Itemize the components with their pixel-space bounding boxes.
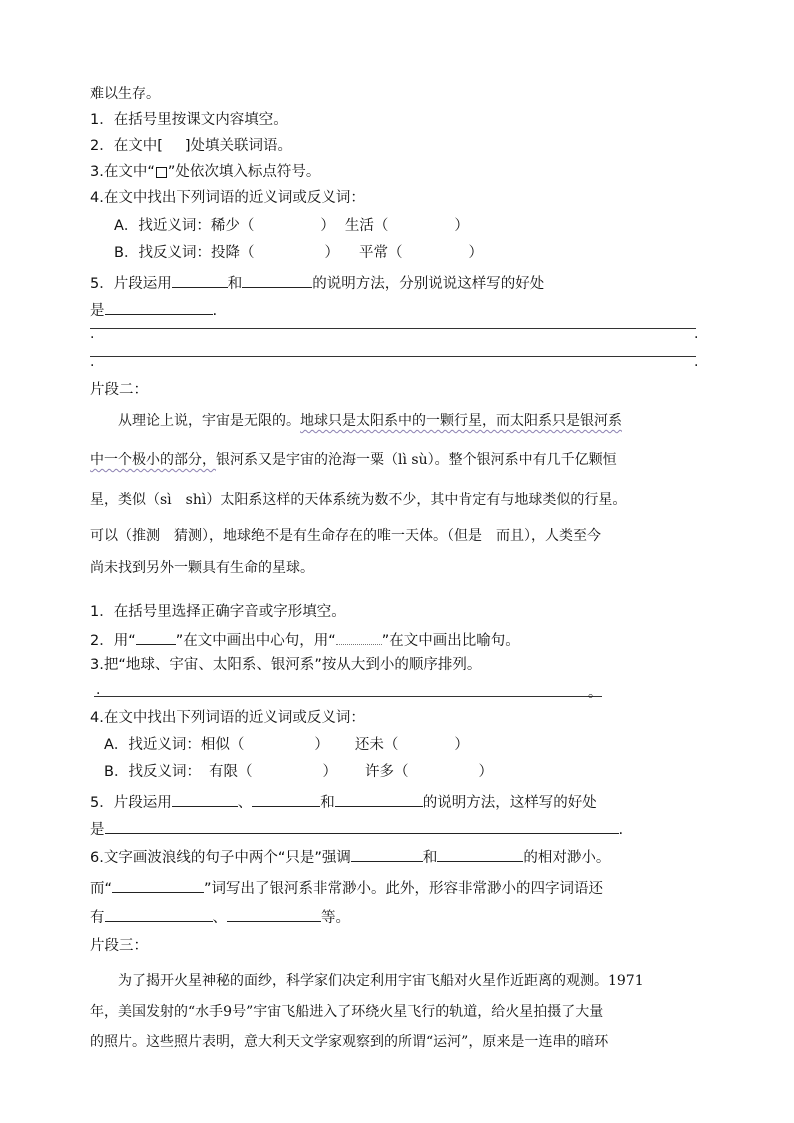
s2-q4a-w2-close: ） xyxy=(454,737,469,753)
s2-q5-a: 5．片段运用 xyxy=(90,795,172,811)
s1-q4b-w2-close: ） xyxy=(468,245,483,261)
top-line: 难以生存。 xyxy=(90,86,160,102)
s1-q5-c: 的说明方法，分别说说这样写的好处 xyxy=(312,276,545,292)
s1-q4a-w2: 生活（ xyxy=(344,218,389,234)
s2-q6-c: 的相对渺小。 xyxy=(523,850,611,866)
s2-q6-cont xyxy=(90,877,603,899)
s3-para-line-1: 为了揭开火星神秘的面纱，科学家们决定利用宇宙飞船对火星作近距离的观测。1971 xyxy=(118,973,644,989)
s2-para-line-2 xyxy=(90,449,702,469)
s1-q4a-w2-close: ） xyxy=(454,218,469,234)
line-dot-left: . xyxy=(90,326,95,342)
blank-line[interactable] xyxy=(227,906,321,922)
s2-q4a-label: A．找近义词： xyxy=(104,737,201,753)
s2-q4b-w1-close: ） xyxy=(322,764,337,780)
s2-q5 xyxy=(90,791,597,813)
s2-q4: 4.在文中找出下列词语的近义词或反义词： xyxy=(90,710,365,726)
s2-q2 xyxy=(90,629,520,651)
s1-q1: 1．在括号里按课文内容填空。 xyxy=(90,112,288,128)
s1-q5-b: 和 xyxy=(227,276,243,292)
wavy-blank[interactable] xyxy=(336,629,382,645)
s1-q4a-w1: 稀少（ xyxy=(210,218,255,234)
s2-q5-cont xyxy=(90,818,623,840)
s1-q5-a: 5．片段运用 xyxy=(90,276,172,292)
s2-q5-c: 和 xyxy=(320,795,335,811)
s2-q4a-w2: 还未（ xyxy=(354,737,399,753)
s2-q4a xyxy=(104,735,469,755)
s3-para-line-2: 年，美国发射的“水手9号”宇宙飞船进入了环绕火星飞行的轨道，给火星拍摄了大量 xyxy=(90,1004,604,1020)
blank-line[interactable] xyxy=(172,791,238,807)
line-dot-left: . xyxy=(96,682,101,698)
answer-line[interactable] xyxy=(90,356,696,357)
s2-q4b-w1: 有限（ xyxy=(208,764,253,780)
blank-line[interactable] xyxy=(105,906,213,922)
s2-q6-e: ”词写出了银河系非常渺小。此外，形容非常渺小的四字词语还 xyxy=(204,881,604,897)
s1-q5 xyxy=(90,272,544,294)
s1-q3-a: 3.在文中“ xyxy=(90,164,155,180)
s1-q4b-label: B．找反义词： xyxy=(114,245,211,261)
s1-q2 xyxy=(90,136,292,156)
blank-line[interactable] xyxy=(351,846,423,862)
s2-q4b-w2: 许多（ xyxy=(364,764,409,780)
s1-q3 xyxy=(90,162,320,182)
s2-p2-text: 银河系又是宇宙的沧海一粟（lì sù）。整个银河系中有几千亿颗恒 xyxy=(216,452,617,468)
s2-q1: 1．在括号里选择正确字音或字形填空。 xyxy=(90,604,346,620)
s1-q4b-w1-close: ） xyxy=(324,245,339,261)
s2-q6-b: 和 xyxy=(422,850,438,866)
s2-para-line-5: 尚未找到另外一颗具有生命的星球。 xyxy=(90,560,314,576)
s2-p1-wavy: 地球只是太阳系中的一颗行星，而太阳系只是银河系 xyxy=(300,413,622,429)
s1-q4b xyxy=(114,243,483,263)
blank-line[interactable] xyxy=(252,791,320,807)
blank-line[interactable] xyxy=(112,877,204,893)
answer-line[interactable] xyxy=(90,328,696,329)
s1-q4a-w1-close: ） xyxy=(320,218,335,234)
s2-heading: 片段二： xyxy=(90,382,148,398)
s2-q5-b: 、 xyxy=(237,795,253,811)
s3-heading: 片段三： xyxy=(90,938,148,954)
s2-q2-a: 2．用“ xyxy=(90,633,136,649)
line-end-mark: 。 xyxy=(588,685,602,701)
s1-q2-a: 2．在文中[ xyxy=(90,138,163,154)
s2-q6-d: 而“ xyxy=(90,881,113,897)
s2-q5-d: 的说明方法，这样写的好处 xyxy=(422,795,597,811)
s1-q4a xyxy=(114,216,469,236)
s2-q4b xyxy=(104,762,493,782)
blank-line[interactable] xyxy=(105,299,213,315)
s2-p1-text: 从理论上说，宇宙是无限的。 xyxy=(118,413,300,429)
s1-q4b-w2: 平常（ xyxy=(358,245,403,261)
s1-q4a-label: A．找近义词： xyxy=(114,218,211,234)
s1-q5-d: 是 xyxy=(90,303,105,319)
s2-para-line-3: 星，类似（sì shì）太阳系这样的天体系统为数不少，其中肯定有与地球类似的行星。 xyxy=(90,492,627,508)
s2-q4b-label: B．找反义词： xyxy=(104,764,201,780)
blank-line[interactable] xyxy=(136,629,176,645)
s1-q5-cont xyxy=(90,299,217,321)
period: . xyxy=(212,303,218,319)
s2-q6 xyxy=(90,846,610,868)
s2-para-line-1 xyxy=(118,410,730,430)
blank-line[interactable] xyxy=(172,272,228,288)
line-dot-left: . xyxy=(90,354,95,370)
period: . xyxy=(618,822,624,838)
s3-para-line-3: 的照片。这些照片表明，意大利天文学家观察到的所谓“运河”，原来是一连串的暗环 xyxy=(90,1034,609,1050)
blank-line[interactable] xyxy=(105,818,619,834)
s2-q6-h: 等。 xyxy=(321,910,350,926)
blank-line[interactable] xyxy=(437,846,523,862)
blank-line[interactable] xyxy=(242,272,312,288)
answer-line[interactable] xyxy=(94,696,602,697)
s1-q2-b: ]处填关联词语。 xyxy=(184,138,293,154)
s1-q4b-w1: 投降（ xyxy=(210,245,255,261)
s2-q2-c: ”在文中画出比喻句。 xyxy=(381,633,520,649)
line-dot-right: . xyxy=(694,326,699,342)
s2-q4b-w2-close: ） xyxy=(478,764,493,780)
s2-q2-b: ”在文中画出中心句，用“ xyxy=(175,633,336,649)
s2-q6-f: 有 xyxy=(90,910,105,926)
s1-q4: 4.在文中找出下列词语的近义词或反义词： xyxy=(90,190,365,206)
line-dot-right: . xyxy=(694,354,699,370)
square-icon xyxy=(156,167,167,178)
s2-para-line-4: 可以（推测 猜测），地球绝不是有生命存在的唯一天体。（但是 而且），人类至今 xyxy=(90,528,601,544)
s2-q3: 3.把“地球、宇宙、太阳系、银河系”按从大到小的顺序排列。 xyxy=(90,657,482,673)
s2-q5-e: 是 xyxy=(90,822,105,838)
s1-q3-b: ”处依次填入标点符号。 xyxy=(167,164,321,180)
s2-q6-cont2 xyxy=(90,906,350,928)
s2-q4a-w1-close: ） xyxy=(314,737,329,753)
s2-q6-g: 、 xyxy=(212,910,227,926)
s2-q4a-w1: 相似（ xyxy=(200,737,245,753)
s2-q6-a: 6.文字画波浪线的句子中两个“只是”强调 xyxy=(90,850,351,866)
blank-line[interactable] xyxy=(335,791,423,807)
s2-p2-wavy: 中一个极小的部分， xyxy=(90,452,216,468)
